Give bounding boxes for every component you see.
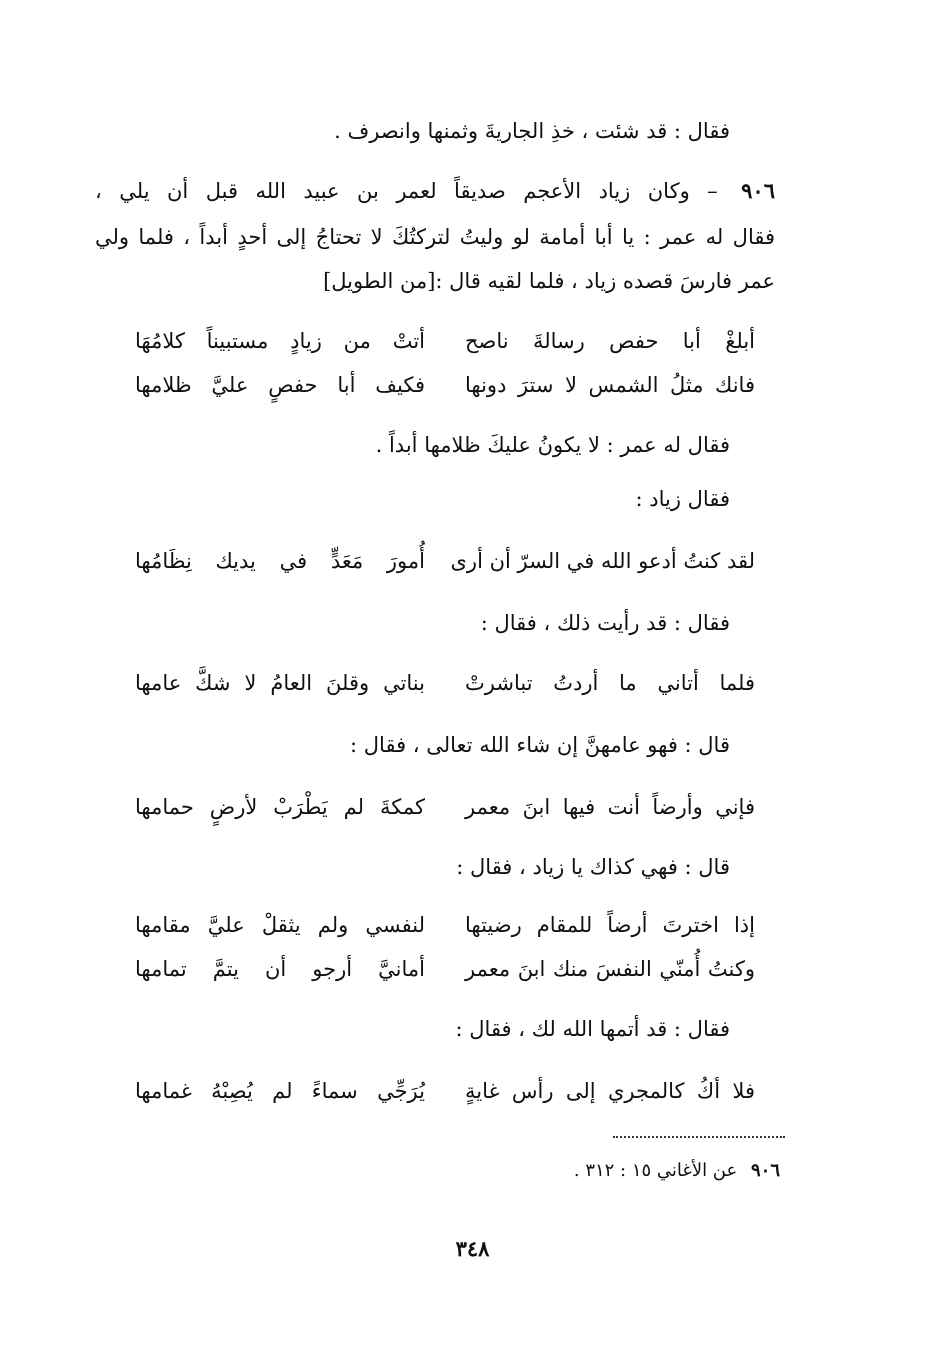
- verse-hemistich-second: فكيف أبا حفصٍ عليَّ ظلامها: [135, 373, 425, 397]
- entry-number: ٩٠٦: [741, 178, 775, 203]
- verse-hemistich-second: كمكةَ لم يَطْرَبْ لأرضٍ حمامها: [135, 795, 425, 819]
- prose-line: فقال : قد رأيت ذلك ، فقال :: [480, 611, 730, 635]
- verse-hemistich-first: فلا أكُ كالمجري إلى رأس غايةٍ: [465, 1079, 755, 1103]
- prose-line: فقال زياد :: [635, 487, 730, 511]
- verse-hemistich-first: فانك مثلُ الشمس لا سترَ دونها: [465, 373, 755, 397]
- verse-hemistich-first: لقد كنتُ أدعو الله في السرّ أن أرى: [450, 549, 755, 573]
- verse-hemistich-second: أمانيَّ أرجو أن يتمَّ تمامها: [135, 957, 425, 981]
- verse-line: [135, 910, 755, 940]
- verse-hemistich-first: فلما أتاني ما أردتُ تباشرتْ: [465, 671, 755, 695]
- prose-line: فقال له عمر : لا يكونُ عليكَ ظلامها أبداً .: [375, 433, 730, 457]
- verse-hemistich-first: أبلغْ أبا حفص رسالةَ ناصح: [465, 329, 755, 353]
- prose-line: فقال له عمر : يا أبا أمامة لو وليتُ لتركتُكَ لا تحتاجُ إلى أحدٍ أبداً ، فلما ولي: [95, 225, 775, 249]
- verse-line: [135, 792, 755, 822]
- verse-hemistich-second: يُرَجِّي سماءً لم يُصِبْهُ غمامها: [135, 1079, 425, 1103]
- footnote: [574, 1158, 780, 1184]
- verse-hemistich-first: إذا اخترتَ أرضاً للمقام رضيتها: [465, 913, 755, 937]
- verse-hemistich-second: لنفسي ولم يثقلْ عليَّ مقامها: [135, 913, 425, 937]
- verse-hemistich-first: وكنتُ أُمنّي النفسَ منك ابنَ معمر: [465, 957, 755, 981]
- verse-line: [135, 326, 755, 356]
- verse-hemistich-second: بناتي وقلنَ العامُ لا شكَّ عامها: [135, 671, 425, 695]
- verse-line: [135, 954, 755, 984]
- prose-line: قال : فهو عامهنَّ إن شاء الله تعالى ، فقال :: [350, 733, 730, 757]
- verse-hemistich-second: أُمورَ مَعَدٍّ في يديك نِظَامُها: [135, 549, 425, 573]
- prose-line: عمر فارسَ قصده زياد ، فلما لقيه قال :[من الطويل]: [323, 269, 775, 293]
- verse-line: [135, 546, 755, 576]
- footnote-number: ٩٠٦: [750, 1160, 780, 1181]
- footnote-divider: [613, 1136, 785, 1138]
- verse-hemistich-second: أتتْ من زيادٍ مستبيناً كلامُهَا: [135, 329, 425, 353]
- verse-line: [135, 668, 755, 698]
- prose-line: فقال : قد أتمها الله لك ، فقال :: [455, 1017, 730, 1041]
- verse-line: [135, 370, 755, 400]
- prose-line: قال : فهي كذاك يا زياد ، فقال :: [456, 855, 730, 879]
- verse-line: [135, 1076, 755, 1106]
- page-number: ٣٤٨: [455, 1236, 490, 1261]
- entry-heading-line: [95, 176, 775, 206]
- footnote-text: عن الأغاني ١٥ : ٣١٢ .: [573, 1160, 738, 1181]
- prose-line: فقال : قد شئت ، خذِ الجاريةَ وثمنها وانصرف .: [334, 119, 730, 143]
- verse-hemistich-first: فإني وأرضاً أنت فيها ابنَ معمر: [465, 795, 755, 819]
- entry-text: – وكان زياد الأعجم صديقاً لعمر بن عبيد الله قبل أن يلي ،: [95, 179, 718, 203]
